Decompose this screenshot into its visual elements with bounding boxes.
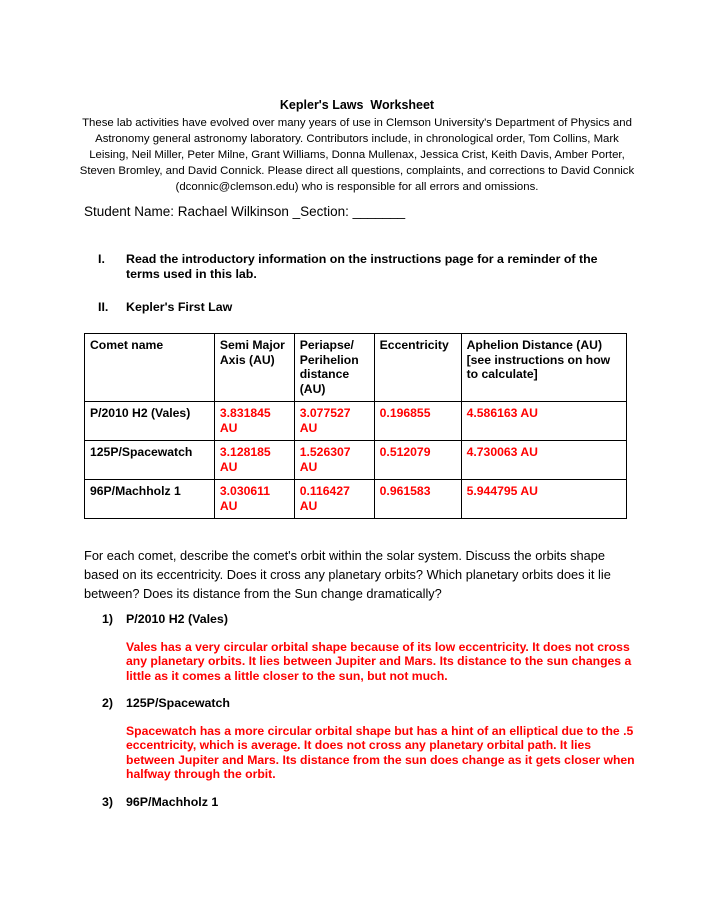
- cell-semi-major-axis: 3.128185 AU: [214, 441, 294, 480]
- item-label: 125P/Spacewatch: [126, 696, 231, 710]
- cell-semi-major-axis: 3.831845 AU: [214, 402, 294, 441]
- section-text: Kepler's First Law: [126, 300, 233, 314]
- answer-text: Vales has a very circular orbital shape because of its low eccentricity. It does not cross any planetary orbits. It lies between Jupiter and Mars. Its distance to the sun changes a little as it comes a little closer to the sun, but not much.: [126, 640, 632, 683]
- item-label: 96P/Machholz 1: [126, 795, 219, 809]
- section-number: II.: [98, 300, 109, 314]
- header-perihelion: Periapse/ Perihelion distance (AU): [294, 334, 374, 402]
- header-eccentricity: Eccentricity: [374, 334, 461, 402]
- cell-aphelion: 4.586163 AU: [461, 402, 626, 441]
- cell-comet-name: 125P/Spacewatch: [85, 441, 215, 480]
- cell-eccentricity: 0.196855: [374, 402, 461, 441]
- cell-comet-name: P/2010 H2 (Vales): [85, 402, 215, 441]
- header-semi-major-axis: Semi Major Axis (AU): [214, 334, 294, 402]
- worksheet-title: Kepler's Laws Worksheet: [279, 98, 435, 112]
- intro-paragraph: These lab activities have evolved over many years of use in Clemson University's Department of Physics and Astronomy general astronomy laboratory. Contributors include, in chronological order, Tom Collins, Mark Leising, Neil Miller, Peter Milne, Grant Williams, Donna Mullenax, Jessica Crist, Keith Davis, Amber Porter, Steven Bromley, and David Connick. Please direct all questions, complaints, and corrections to David Connick (dconnic@clemson.edu) who is responsible for all errors and omissions.: [79, 117, 635, 193]
- item-number: 3): [102, 795, 114, 809]
- cell-aphelion: 4.730063 AU: [461, 441, 626, 480]
- question-prompt: For each comet, describe the comet's orbit within the solar system. Discuss the orbits shape based on its eccentricity. Does it cross any planetary orbits? Which planetary orbits does it lie between? Does its distance from the Sun change dramatically?: [84, 548, 611, 601]
- answer-text: Spacewatch has a more circular orbital shape but has a hint of an elliptical due to the .5 eccentricity, which is average. It does not cross any planetary orbital path. It lies between Jupiter and Mars. Its distance from the sun does change as it gets closer when halfway through the orbit.: [126, 724, 635, 781]
- cell-perihelion: 0.116427 AU: [294, 480, 374, 519]
- cell-perihelion: 1.526307 AU: [294, 441, 374, 480]
- comet-table: [84, 333, 627, 519]
- student-name-line: Student Name: Rachael Wilkinson _Section: _______: [84, 204, 406, 219]
- header-aphelion: Aphelion Distance (AU) [see instructions on how to calculate]: [461, 334, 626, 402]
- header-comet-name: Comet name: [85, 334, 215, 402]
- cell-semi-major-axis: 3.030611 AU: [214, 480, 294, 519]
- item-label: P/2010 H2 (Vales): [126, 612, 228, 626]
- cell-comet-name: 96P/Machholz 1: [85, 480, 215, 519]
- table-row: [85, 402, 627, 441]
- table-row: [85, 480, 627, 519]
- item-number: 1): [102, 612, 114, 626]
- section-number: I.: [98, 252, 105, 266]
- cell-aphelion: 5.944795 AU: [461, 480, 626, 519]
- table-row: [85, 441, 627, 480]
- table-header-row: [85, 334, 627, 402]
- cell-perihelion: 3.077527 AU: [294, 402, 374, 441]
- cell-eccentricity: 0.512079: [374, 441, 461, 480]
- section-text: Read the introductory information on the instructions page for a reminder of the terms used in this lab.: [126, 252, 598, 281]
- cell-eccentricity: 0.961583: [374, 480, 461, 519]
- item-number: 2): [102, 696, 114, 710]
